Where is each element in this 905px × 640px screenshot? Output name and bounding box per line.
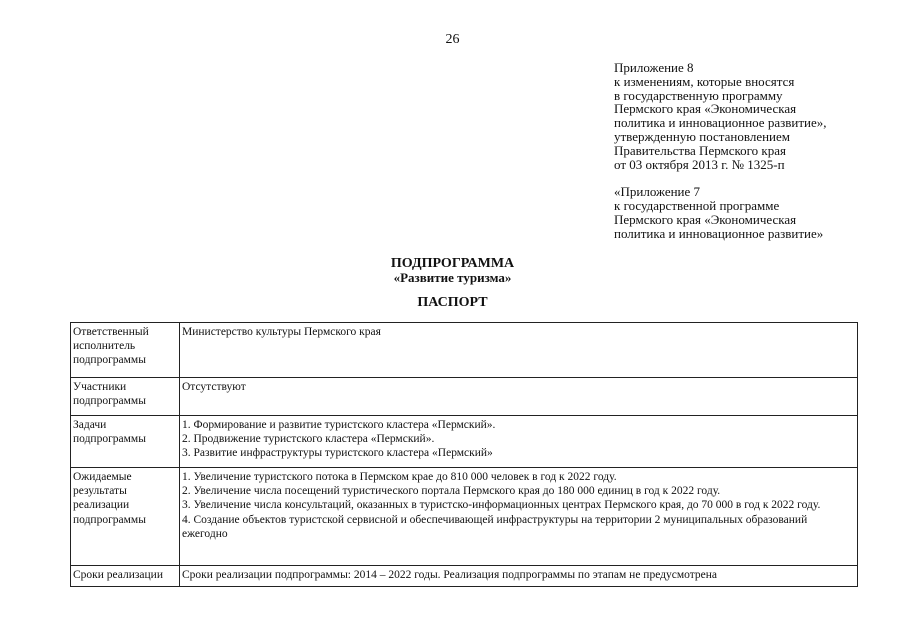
row-content (180, 566, 858, 587)
row-item: 1. Увеличение туристского потока в Пермском крае до 810 000 человек в год к 2022 году. (182, 471, 617, 483)
row-label: Ответственный исполнитель подпрограммы (71, 323, 180, 378)
appendix-line: «Приложение 7 (614, 184, 701, 200)
row-label: Задачи подпрограммы (71, 416, 180, 468)
row-item: 4. Создание объектов туристской сервисной и обеспечивающей инфраструктуры на территории 2 муниципальных образований ежегодно (182, 513, 808, 540)
table-row (71, 378, 858, 416)
appendix-block (614, 61, 899, 241)
row-item: Сроки реализации подпрограммы: 2014 – 2022 годы. Реализация подпрограммы по этапам не предусмотрена (182, 569, 718, 581)
passport-table (70, 322, 858, 587)
row-content (180, 416, 858, 468)
document-title (0, 256, 905, 311)
row-item: 2. Увеличение числа посещений туристического портала Пермского края до 180 000 единиц в год к 2022 году. (182, 485, 721, 498)
appendix-line: утвержденную постановлением (614, 128, 791, 144)
row-item: 1. Формирование и развитие туристского кластера «Пермский». (182, 419, 496, 431)
appendix-line: Правительства Пермского края (614, 142, 786, 158)
page-number: 26 (445, 32, 460, 47)
appendix-line: Пермского края «Экономическая (614, 101, 797, 117)
appendix-line: политика и инновационное развитие» (614, 225, 824, 241)
table-row (71, 566, 858, 587)
table-row (71, 323, 858, 378)
row-label: Участники подпрограммы (71, 378, 180, 416)
row-content (180, 468, 858, 566)
table-row (71, 416, 858, 468)
row-label: Ожидаемые результаты реализации подпрограммы (71, 468, 180, 566)
row-item: Отсутствуют (182, 381, 246, 393)
subprogram-name: «Развитие туризма» (393, 270, 512, 285)
appendix-line: в государственную программу (614, 87, 783, 103)
row-label: Сроки реализации (71, 566, 180, 587)
row-content (180, 323, 858, 378)
appendix-line: политика и инновационное развитие», (614, 115, 827, 131)
appendix-line: от 03 октября 2013 г. № 1325-п (614, 156, 785, 172)
row-item: 3. Увеличение числа консультаций, оказанных в туристско-информационных центрах Пермского края, до 70 000 в год к 2022 году. (182, 499, 821, 512)
row-item: 2. Продвижение туристского кластера «Пермский». (182, 433, 435, 446)
passport-heading: ПАСПОРТ (417, 295, 488, 310)
appendix-line: Пермского края «Экономическая (614, 211, 797, 227)
table-row (71, 468, 858, 566)
row-item: Министерство культуры Пермского края (182, 326, 381, 338)
appendix-line: к изменениям, которые вносятся (614, 73, 795, 89)
subprogram-heading: ПОДПРОГРАММА (390, 256, 515, 271)
appendix-line: к государственной программе (614, 198, 780, 214)
row-content (180, 378, 858, 416)
appendix-line: Приложение 8 (614, 60, 694, 75)
row-item: 3. Развитие инфраструктуры туристского кластера «Пермский» (182, 447, 493, 460)
